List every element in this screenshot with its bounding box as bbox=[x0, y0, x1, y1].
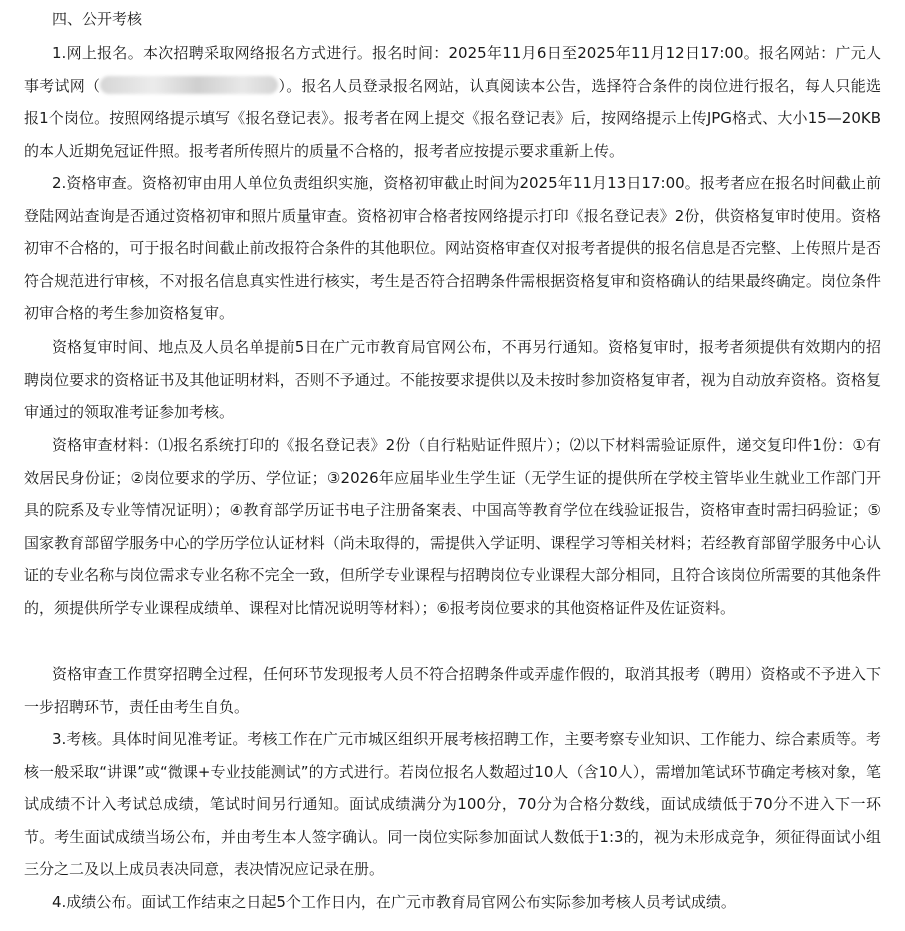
registration-text: 1.网上报名。本次招聘采取网络报名方式进行。报名时间：2025年11月6日至2025年11月12日17:00。报名网站：广元人事考试网（ bbox=[24, 44, 881, 95]
paragraph-review-materials: 资格审查材料：⑴报名系统打印的《报名登记表》2份（自行粘贴证件照片）；⑵以下材料需验证原件，递交复印件1份：①有效居民身份证；②岗位要求的学历、学位证；③2026年应届毕业生学生证（无学生证的提供所在学校主管毕业生就业工作部门开具的院系及专业等情况证明）；④教育部学历证书电子注册备案表、中国高等教育学位在线验证报告，资格审查时需扫码验证；⑤国家教育部留学服务中心的学历学位认证材料（尚未取得的，需提供入学证明、课程学习等相关材料；若经教育部留学服务中心认证的专业名称与岗位需求专业名称不完全一致，但所学专业课程与招聘岗位专业课程大部分相同，且符合该岗位所需要的其他条件的，须提供所学专业课程成绩单、课程对比情况说明等材料）；⑥报考岗位要求的其他资格证件及佐证资料。 bbox=[24, 436, 881, 617]
paragraph-online-registration bbox=[24, 37, 881, 167]
redacted-url-blur bbox=[100, 76, 278, 94]
paragraph-qualification-review: 2.资格审查。资格初审由用人单位负责组织实施，资格初审截止时间为2025年11月13日17:00。报考者应在报名时间截止前登陆网站查询是否通过资格初审和照片质量审查。资格初审合格者按网络提示打印《报名登记表》2份，供资格复审时使用。资格初审不合格的，可于报名时间截止前改报符合条件的其他职位。网站资格审查仅对报考者提供的报名信息是否完整、上传照片是否符合规范进行审核，不对报名信息真实性进行核实，考生是否符合招聘条件需根据资格复审和资格确认的结果最终确定。岗位条件初审合格的考生参加资格复审。 bbox=[24, 174, 881, 323]
registration-text-continued: ）。报名人员登录报名网站，认真阅读本公告，选择符合条件的岗位进行报名，每人只能选报1个岗位。按照网络提示填写《报名登记表》。报考者在网上提交《报名登记表》后，按网络提示上传JPG格式、大小15—20KB的本人近期免冠证件照。报考者所传照片的质量不合格的，报考者应按提示要求重新上传。 bbox=[24, 76, 881, 160]
paragraph-assessment: 3.考核。具体时间见准考证。考核工作在广元市城区组织开展考核招聘工作，主要考察专业知识、工作能力、综合素质等。考核一般采取“讲课”或“微课+专业技能测试”的方式进行。若岗位报名人数超过10人（含10人），需增加笔试环节确定考核对象，笔试成绩不计入考试总成绩，笔试时间另行通知。面试成绩满分为100分，70分为合格分数线，面试成绩低于70分不进入下一环节。考生面试成绩当场公布，并由考生本人签字确认。同一岗位实际参加面试人数低于1:3的，视为未形成竞争，须征得面试小组三分之二及以上成员表决同意，表决情况应记录在册。 bbox=[24, 730, 881, 879]
section-heading: 四、公开考核 bbox=[52, 10, 143, 28]
paragraph-review-throughout: 资格审查工作贯穿招聘全过程，任何环节发现报考人员不符合招聘条件或弄虚作假的，取消其报考（聘用）资格或不予进入下一步招聘环节，责任由考生自负。 bbox=[24, 665, 881, 716]
paragraph-re-examination: 资格复审时间、地点及人员名单提前5日在广元市教育局官网公布，不再另行通知。资格复审时，报考者须提供有效期内的招聘岗位要求的资格证书及其他证明材料，否则不予通过。不能按要求提供以及未按时参加资格复审者，视为自动放弃资格。资格复审通过的领取准考证参加考核。 bbox=[24, 338, 881, 422]
paragraph-results-publication: 4.成绩公布。面试工作结束之日起5个工作日内，在广元市教育局官网公布实际参加考核人员考试成绩。 bbox=[52, 893, 736, 911]
